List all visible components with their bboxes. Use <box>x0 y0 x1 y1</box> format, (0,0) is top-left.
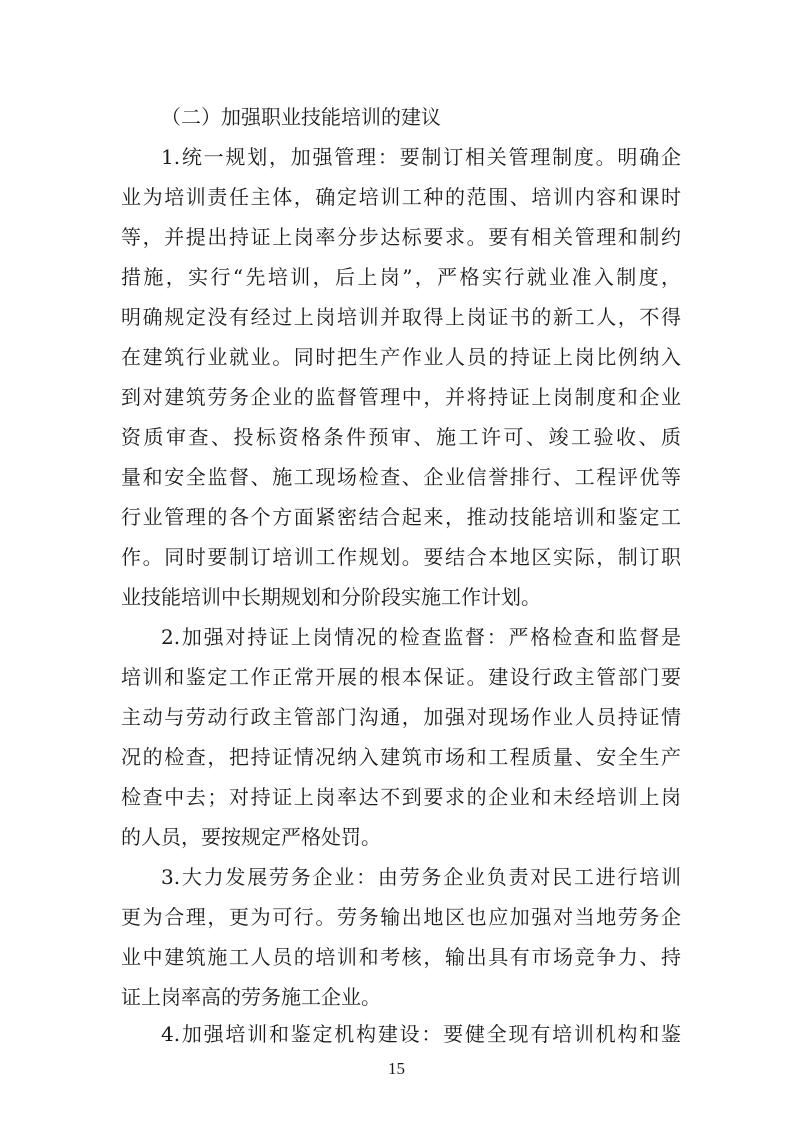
paragraph-2-line: 况的检查，把持证情况纳入建筑市场和工程质量、安全生产 <box>121 745 681 769</box>
paragraph-1-line: 资质审查、投标资格条件预审、施工许可、竣工验收、质 <box>121 425 681 449</box>
paragraph-1-line: 明确规定没有经过上岗培训并取得上岗证书的新工人，不得 <box>121 305 681 329</box>
paragraph-2-line: 2.加强对持证上岗情况的检查监督：严格检查和监督是 <box>161 625 681 649</box>
paragraph-1-line: 措施，实行“先培训，后上岗”，严格实行就业准入制度， <box>121 265 681 289</box>
paragraph-1-line: 作。同时要制订培训工作规划。要结合本地区实际，制订职 <box>121 545 681 569</box>
paragraph-3-line: 证上岗率高的劳务施工企业。 <box>121 985 381 1009</box>
paragraph-1-line: 业技能培训中长期规划和分阶段实施工作计划。 <box>121 585 541 609</box>
paragraph-3-line: 3.大力发展劳务企业：由劳务企业负责对民工进行培训 <box>161 865 681 889</box>
paragraph-3-line: 业中建筑施工人员的培训和考核，输出具有市场竞争力、持 <box>121 945 681 969</box>
paragraph-4-line: 4.加强培训和鉴定机构建设：要健全现有培训机构和鉴 <box>161 1022 681 1046</box>
paragraph-2-line: 检查中去；对持证上岗率达不到要求的企业和未经培训上岗 <box>121 785 681 809</box>
paragraph-1-line: 在建筑行业就业。同时把生产作业人员的持证上岗比例纳入 <box>121 345 681 369</box>
paragraph-1-line: 量和安全监督、施工现场检查、企业信誉排行、工程评优等 <box>121 465 681 489</box>
paragraph-2-line: 的人员，要按规定严格处罚。 <box>121 825 381 849</box>
section-heading: （二）加强职业技能培训的建议 <box>161 105 441 129</box>
paragraph-1-line: 行业管理的各个方面紧密结合起来，推动技能培训和鉴定工 <box>121 505 681 529</box>
paragraph-1-line: 业为培训责任主体，确定培训工种的范围、培训内容和课时 <box>121 185 681 209</box>
paragraph-2-line: 培训和鉴定工作正常开展的根本保证。建设行政主管部门要 <box>121 665 681 689</box>
paragraph-2-line: 主动与劳动行政主管部门沟通，加强对现场作业人员持证情 <box>121 705 681 729</box>
paragraph-3-line: 更为合理，更为可行。劳务输出地区也应加强对当地劳务企 <box>121 905 681 929</box>
paragraph-1-line: 1.统一规划，加强管理：要制订相关管理制度。明确企 <box>161 145 681 169</box>
paragraph-1-line: 到对建筑劳务企业的监督管理中，并将持证上岗制度和企业 <box>121 385 681 409</box>
page-number: 15 <box>388 1059 405 1078</box>
paragraph-1-line: 等，并提出持证上岗率分步达标要求。要有相关管理和制约 <box>121 225 681 249</box>
